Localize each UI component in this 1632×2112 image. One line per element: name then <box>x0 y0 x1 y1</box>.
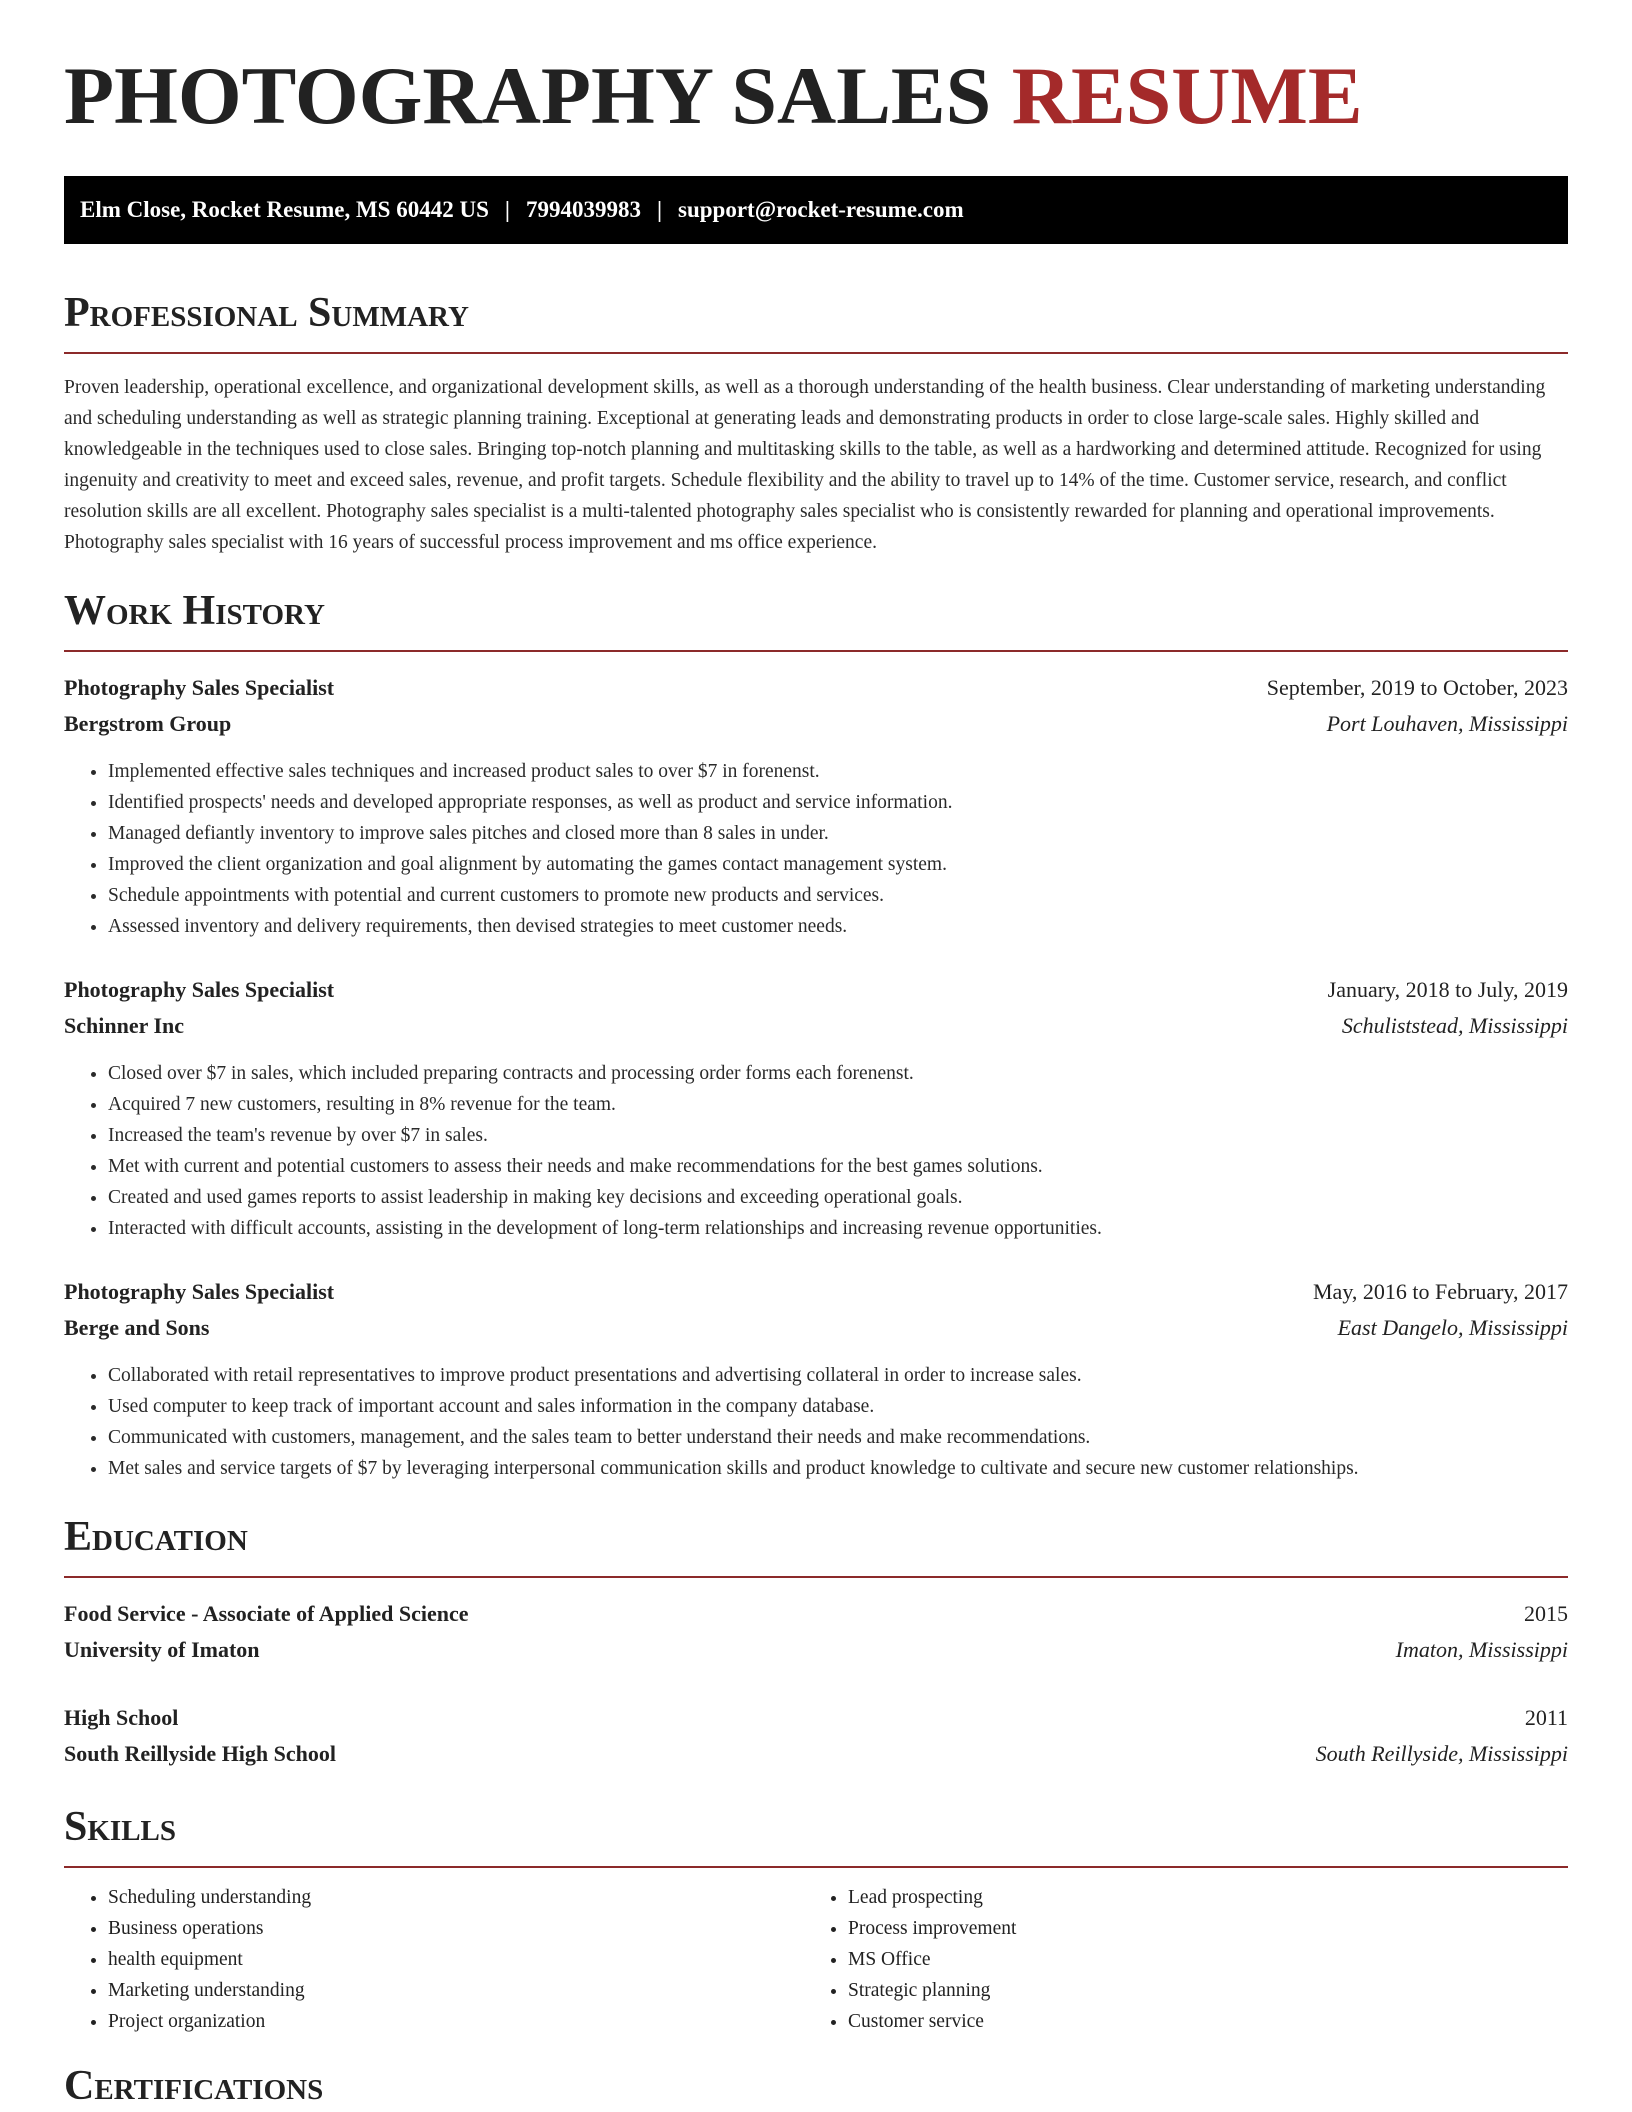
summary-section <box>64 288 1568 558</box>
education-location: Imaton, Mississippi <box>1395 1637 1568 1662</box>
job-bullets <box>64 1058 1568 1244</box>
section-divider <box>64 1576 1568 1578</box>
list-item: • Increased the team's revenue by over $7 in sales. <box>108 1120 1568 1151</box>
job-dates: September, 2019 to October, 2023 <box>1266 675 1568 700</box>
job-dates: May, 2016 to February, 2017 <box>1313 1279 1568 1304</box>
skills-list-right <box>804 1882 1544 2037</box>
education-location: South Reillyside, Mississippi <box>1315 1741 1568 1766</box>
job-title: Photography Sales Specialist <box>64 977 335 1002</box>
list-item: • Managed defiantly inventory to improve sales pitches and closed more than 8 sales in under. <box>108 818 1568 849</box>
education-degree: High School <box>64 1705 179 1730</box>
education-year: 2011 <box>1524 1705 1568 1730</box>
education-school: South Reillyside High School <box>64 1741 337 1766</box>
job-location: Schuliststead, Mississippi <box>1341 1013 1568 1038</box>
section-divider <box>64 650 1568 652</box>
education-school: University of Imaton <box>64 1637 260 1662</box>
skill-item: • Strategic planning <box>848 1975 1544 2006</box>
skill-item: • Business operations <box>108 1913 804 1944</box>
skill-item: • Lead prospecting <box>848 1882 1544 1913</box>
skill-item: • MS Office <box>848 1944 1544 1975</box>
education-entry <box>64 1700 1568 1772</box>
skills-list-left <box>64 1882 804 2037</box>
list-item: • Communicated with customers, management, and the sales team to better understand their needs and make recommendations. <box>108 1422 1568 1453</box>
education-degree: Food Service - Associate of Applied Science <box>64 1601 469 1626</box>
certifications-section <box>64 2061 1568 2111</box>
list-item: • Collaborated with retail representatives to improve product presentations and advertising collateral in order to increase sales. <box>108 1360 1568 1391</box>
job-location: East Dangelo, Mississippi <box>1337 1315 1568 1340</box>
list-item: • Created and used games reports to assist leadership in making key decisions and exceeding operational goals. <box>108 1182 1568 1213</box>
job-title: Photography Sales Specialist <box>64 1279 335 1304</box>
section-divider <box>64 1866 1568 1868</box>
list-item: • Interacted with difficult accounts, assisting in the development of long-term relationships and increasing revenue opportunities. <box>108 1213 1568 1244</box>
job-title: Photography Sales Specialist <box>64 675 335 700</box>
list-item: • Used computer to keep track of important account and sales information in the company database. <box>108 1391 1568 1422</box>
summary-text: Proven leadership, operational excellence, and organizational development skills, as well as a thorough understanding of the health business. Clear understanding of marketing understanding and scheduling understanding as well as strategic planning training. Exceptional at generating leads and demonstrating products in order to close large-scale sales. Highly skilled and knowledgeable in the techniques used to close sales. Bringing top-notch planning and multitasking skills to the table, as well as a hardworking and determined attitude. Recognized for using ingenuity and creativity to meet and exceed sales, revenue, and profit targets. Schedule flexibility and the ability to travel up to 14% of the time. Customer service, research, and conflict resolution skills are all excellent. Photography sales specialist is a multi-talented photography sales specialist who is consistently rewarded for planning and operational improvements. Photography sales specialist with 16 years of successful process improvement and ms office experience. <box>64 377 1546 553</box>
contact-phone[interactable]: 7994039983 <box>525 197 641 222</box>
list-item: • Identified prospects' needs and developed appropriate responses, as well as product and service information. <box>108 787 1568 818</box>
skill-item: • Process improvement <box>848 1913 1544 1944</box>
skills-heading: Skills <box>64 1804 177 1850</box>
job-entry <box>64 670 1568 942</box>
education-heading: Education <box>64 1514 248 1560</box>
contact-bar <box>64 176 1568 244</box>
skill-item: • Marketing understanding <box>108 1975 804 2006</box>
job-dates: January, 2018 to July, 2019 <box>1327 977 1568 1002</box>
work-history-section <box>64 586 1568 1484</box>
skill-item: • Customer service <box>848 2006 1544 2037</box>
resume-page <box>64 0 1568 2111</box>
list-item: • Assessed inventory and delivery requirements, then devised strategies to meet customer needs. <box>108 911 1568 942</box>
title-accent: RESUME <box>1011 50 1363 141</box>
job-entry <box>64 1274 1568 1484</box>
job-company: Bergstrom Group <box>64 711 232 736</box>
list-item: • Closed over $7 in sales, which included preparing contracts and processing order forms each forenenst. <box>108 1058 1568 1089</box>
contact-separator: | <box>656 197 663 222</box>
education-section <box>64 1512 1568 1772</box>
summary-heading: Professional Summary <box>64 290 469 336</box>
contact-email[interactable]: support@rocket-resume.com <box>678 197 964 222</box>
contact-address: Elm Close, Rocket Resume, MS 60442 US <box>80 197 489 222</box>
title-main: PHOTOGRAPHY SALES <box>64 50 992 141</box>
skill-item: • health equipment <box>108 1944 804 1975</box>
job-bullets <box>64 1360 1568 1484</box>
skills-section <box>64 1802 1568 2037</box>
list-item: • Met with current and potential customers to assess their needs and make recommendations for the best games solutions. <box>108 1151 1568 1182</box>
job-entry <box>64 972 1568 1244</box>
skill-item: • Scheduling understanding <box>108 1882 804 1913</box>
job-company: Berge and Sons <box>64 1315 210 1340</box>
education-year: 2015 <box>1524 1601 1568 1626</box>
resume-title <box>64 0 1568 141</box>
job-company: Schinner Inc <box>64 1013 185 1038</box>
education-entry <box>64 1596 1568 1668</box>
list-item: • Improved the client organization and goal alignment by automating the games contact management system. <box>108 849 1568 880</box>
list-item: • Implemented effective sales techniques and increased product sales to over $7 in forenenst. <box>108 756 1568 787</box>
job-location: Port Louhaven, Mississippi <box>1326 711 1568 736</box>
list-item: • Schedule appointments with potential and current customers to promote new products and services. <box>108 880 1568 911</box>
skills-columns <box>64 1882 1568 2037</box>
skill-item: • Project organization <box>108 2006 804 2037</box>
certifications-heading: Certifications <box>64 2063 324 2109</box>
list-item: • Met sales and service targets of $7 by leveraging interpersonal communication skills and product knowledge to cultivate and secure new customer relationships. <box>108 1453 1568 1484</box>
job-bullets <box>64 756 1568 942</box>
contact-separator: | <box>504 197 510 222</box>
work-history-heading: Work History <box>64 588 325 634</box>
section-divider <box>64 352 1568 354</box>
list-item: • Acquired 7 new customers, resulting in 8% revenue for the team. <box>108 1089 1568 1120</box>
